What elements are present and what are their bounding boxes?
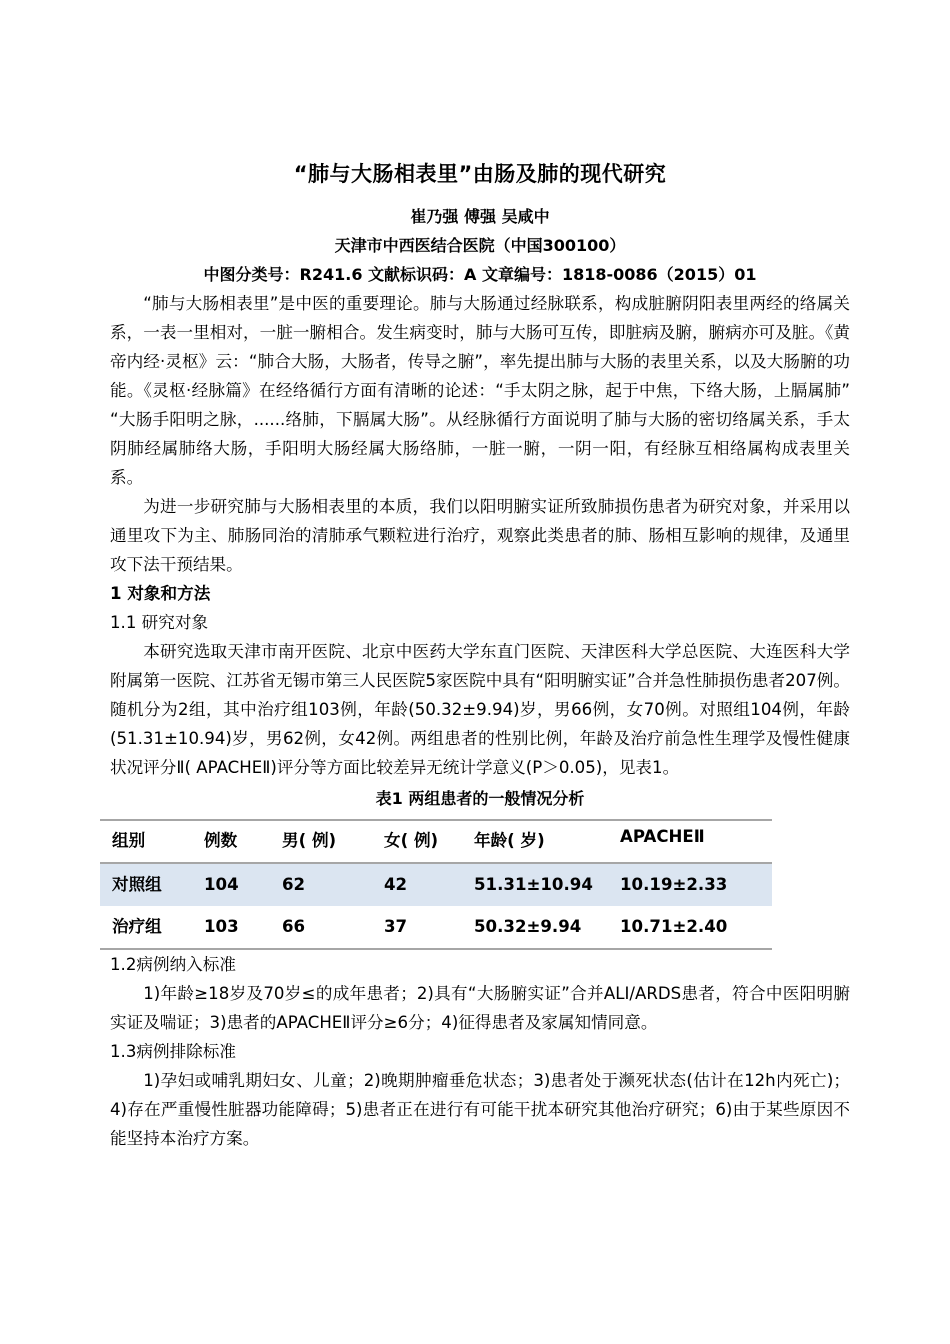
table-cell: 10.19±2.33 xyxy=(608,863,772,906)
table-row xyxy=(100,906,772,949)
classification-line: 中图分类号：R241.6 文献标识码：A 文章编号：1818-0086（2015）01 xyxy=(203,265,757,284)
subsection-heading-exclusion: 1.3病例排除标准 xyxy=(110,1042,236,1061)
intro-paragraph-1: “肺与大肠相表里”是中医的重要理论。肺与大肠通过经脉联系，构成脏腑阴阳表里两经的络属关系，一表一里相对，一脏一腑相合。发生病变时，肺与大肠可互传，即脏病及腑，腑病亦可及脏。《黄帝内经·灵枢》云：“肺合大肠，大肠者，传导之腑”，率先提出肺与大肠的表里关系，以及大肠腑的功能。《灵枢·经脉篇》在经络循行方面有清晰的论述：“手太阴之脉，起于中焦，下络大肠，上膈属肺” “大肠手阳明之脉，......络肺，下膈属大肠”。从经脉循行方面说明了肺与大肠的密切络属关系，手太阴肺经属肺络大肠，手阳明大肠经属大肠络肺，一脏一腑，一阴一阳，有经脉互相络属构成表里关系。 xyxy=(110,294,850,487)
table-cell: 对照组 xyxy=(100,863,192,906)
table-header-cell: 女( 例) xyxy=(372,820,462,863)
table-header-cell: APACHEⅡ xyxy=(608,820,772,863)
table-cell: 50.32±9.94 xyxy=(462,906,608,949)
table-cell: 37 xyxy=(372,906,462,949)
subsection-heading-inclusion: 1.2病例纳入标准 xyxy=(110,955,236,974)
inclusion-criteria-paragraph: 1)年龄≥18岁及70岁≤的成年患者；2)具有“大肠腑实证”合并ALI/ARDS患者，符合中医阳明腑实证及喘证；3)患者的APACHEⅡ评分≥6分；4)征得患者及家属知情同意。 xyxy=(110,984,850,1032)
patient-characteristics-table xyxy=(100,819,772,950)
exclusion-criteria-paragraph: 1)孕妇或哺乳期妇女、儿童；2)晚期肿瘤垂危状态；3)患者处于濒死状态(估计在12h内死亡)；4)存在严重慢性脏器功能障碍；5)患者正在进行有可能干扰本研究其他治疗研究；6)由于某些原因不能坚持本治疗方案。 xyxy=(110,1071,850,1148)
paper-page xyxy=(110,150,850,1153)
table-cell: 62 xyxy=(270,863,372,906)
subsection-heading-subjects: 1.1 研究对象 xyxy=(110,613,209,632)
table-header-row xyxy=(100,820,772,863)
intro-paragraph-2: 为进一步研究肺与大肠相表里的本质，我们以阳明腑实证所致肺损伤患者为研究对象，并采用以通里攻下为主、肺肠同治的清肺承气颗粒进行治疗，观察此类患者的肺、肠相互影响的规律，及通里攻下法干预结果。 xyxy=(110,497,850,574)
table-cell: 104 xyxy=(192,863,270,906)
affiliation: 天津市中西医结合医院（中国300100） xyxy=(334,236,626,255)
table-cell: 42 xyxy=(372,863,462,906)
table-header-cell: 年龄( 岁) xyxy=(462,820,608,863)
table-cell: 103 xyxy=(192,906,270,949)
table-header-cell: 男( 例) xyxy=(270,820,372,863)
section-heading-methods: 1 对象和方法 xyxy=(110,584,211,603)
table-caption: 表1 两组患者的一般情况分析 xyxy=(375,789,585,808)
table-header-cell: 例数 xyxy=(192,820,270,863)
table-cell: 10.71±2.40 xyxy=(608,906,772,949)
table-row xyxy=(100,863,772,906)
table-header-cell: 组别 xyxy=(100,820,192,863)
paper-title: “肺与大肠相表里”由肠及肺的现代研究 xyxy=(293,162,667,186)
authors: 崔乃强 傅强 吴咸中 xyxy=(410,207,550,226)
table-cell: 治疗组 xyxy=(100,906,192,949)
table-cell: 51.31±10.94 xyxy=(462,863,608,906)
table-cell: 66 xyxy=(270,906,372,949)
subjects-paragraph: 本研究选取天津市南开医院、北京中医药大学东直门医院、天津医科大学总医院、大连医科大学附属第一医院、江苏省无锡市第三人民医院5家医院中具有“阳明腑实证”合并急性肺损伤患者207例。随机分为2组，其中治疗组103例，年龄(50.32±9.94)岁，男66例，女70例。对照组104例，年龄(51.31±10.94)岁，男62例，女42例。两组患者的性别比例，年龄及治疗前急性生理学及慢性健康状况评分Ⅱ( APACHEⅡ)评分等方面比较差异无统计学意义(P＞0.05)，见表1。 xyxy=(110,642,850,777)
